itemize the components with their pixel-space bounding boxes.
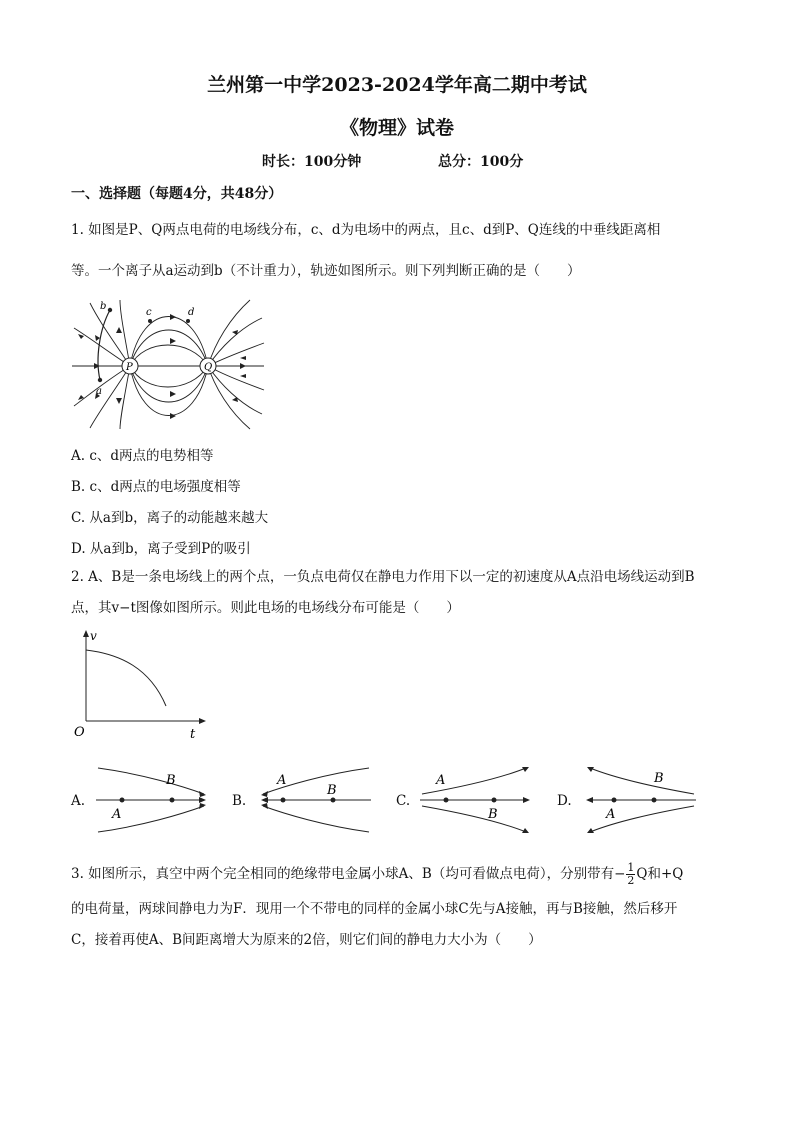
page-title: 兰州第一中学2023-2024学年高二期中考试 [207,74,587,96]
graph-axis-t: t [190,727,196,742]
q3-text-line3: C，接着再使A、B间距离增大为原来的2倍，则它们间的静电力大小为（ ） [71,932,542,948]
q2-choice-c-label: C. [396,793,411,809]
q1-field-lines-figure [70,298,266,430]
point-a: A [436,773,446,788]
label-c: c [146,307,152,318]
point-b: B [166,773,176,788]
q1-text-line1: 1. 如图是P、Q两点电荷的电场线分布，c、d为电场中的两点，且c、d到P、Q连线的中垂线距离相 [71,222,661,238]
q2-vt-graph [70,628,210,743]
exam-duration: 时长：100分钟 [262,154,362,170]
label-b: b [100,301,107,312]
point-a: A [277,773,287,788]
q3-text-line2: 的电荷量，两球间静电力为F．现用一个不带电的同样的金属小球C先与A接触，再与B接触，然后移开 [71,901,678,917]
q2-text-line1: 2. A、B是一条电场线上的两个点，一负点电荷仅在静电力作用下以一定的初速度从A点沿电场线运动到B [71,569,695,585]
q2-choice-a-figure [92,760,212,840]
q2-choice-b-figure [255,760,375,840]
label-a: a [96,386,102,397]
q3-fraction-denominator: 2 [627,874,635,887]
q3-charge-end: Q和+Q [636,866,684,882]
point-b: B [488,807,498,822]
q2-choice-b-label: B. [232,793,247,809]
graph-axis-v: v [90,629,97,643]
label-q: Q [204,362,213,373]
q1-option-d: D. 从a到b，离子受到P的吸引 [71,541,251,557]
q1-option-a: A. c、d两点的电势相等 [71,448,214,464]
section-heading: 一、选择题（每题4分，共48分） [71,186,283,202]
page-subtitle: 《物理》试卷 [339,117,454,139]
point-a: A [112,807,122,822]
q3-fraction [626,862,635,887]
point-b: B [327,783,337,798]
q1-option-c: C. 从a到b，离子的动能越来越大 [71,510,269,526]
q2-text-line2: 点，其v−t图像如图所示。则此电场的电场线分布可能是（ ） [71,600,460,616]
q2-choice-d-label: D. [557,793,572,809]
q2-choice-d-figure [580,760,700,840]
point-b: B [654,771,664,786]
label-p: P [126,362,133,373]
point-a: A [606,807,616,822]
graph-origin: O [74,725,85,740]
q3-text-line1-main: 3. 如图所示，真空中两个完全相同的绝缘带电金属小球A、B（均可看做点电荷），分别带有− [71,866,626,882]
exam-total-score: 总分：100分 [438,154,524,170]
q2-choice-a-label: A. [71,793,86,809]
q2-choice-c-figure [416,760,536,840]
q3-text-line1 [71,862,683,887]
q1-option-b: B. c、d两点的电场强度相等 [71,479,241,495]
label-d: d [188,307,195,318]
q3-fraction-numerator: 1 [627,861,635,874]
q1-text-line2: 等。一个离子从a运动到b（不计重力），轨迹如图所示。则下列判断正确的是（ ） [71,263,581,279]
